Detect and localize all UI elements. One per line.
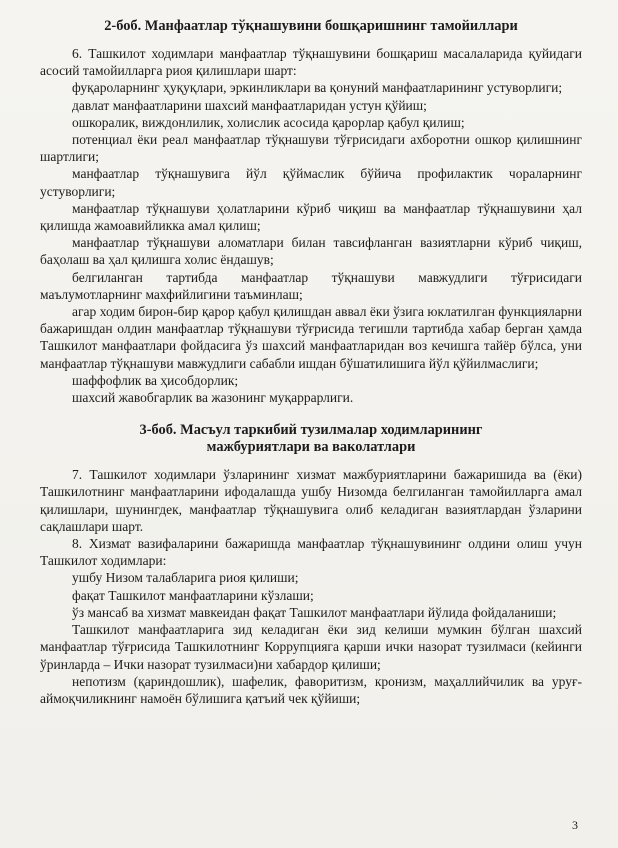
paragraph: ўз мансаб ва хизмат мавкеидан фақат Ташкилот манфаатлари йўлида фойдаланиши; [72, 604, 557, 620]
paragraph: 8. Хизмат вазифаларини бажаришда манфаатлар тўқнашувининг олдини олиш учун Ташкилот ходимлари: [40, 536, 582, 569]
paragraph: 6. Ташкилот ходимлари манфаатлар тўқнашувини бошқариш масалаларида қуйидаги асосий тамойилларга риоя қилишлари шарт: [40, 46, 582, 79]
page-number: 3 [572, 818, 578, 832]
paragraph: манфаатлар тўқнашуви ҳолатларини кўриб чиқиш ва манфаатлар тўқнашувини ҳал қилишда жамоавийликка амал қилиш; [40, 200, 582, 234]
paragraph: шаффофлик ва ҳисобдорлик; [72, 372, 239, 388]
chapter-3-title-line-2: мажбуриятлари ва ваколатлари [206, 439, 416, 456]
paragraph: Ташкилот манфаатларига зид келадиган ёки зид келиши мумкин бўлган шахсий манфаатлар тўғрисида Ташкилотнинг Коррупцияга қарши ички назорат тузилмаси (кейинги ўринларда – Ички назорат тузилмаси)ни хабардор қилиши; [40, 622, 582, 672]
chapter-3-title [40, 422, 582, 456]
chapter-3-body [40, 466, 582, 707]
paragraph: шахсий жавобгарлик ва жазонинг муқаррарлиги. [72, 390, 354, 406]
paragraph: манфаатлар тўқнашувига йўл қўймаслик бўйича профилактик чораларнинг устуворлиги; [40, 166, 582, 199]
paragraph: потенциал ёки реал манфаатлар тўқнашуви тўғрисидаги ахборотни ошкор қилишнинг шартлиги; [40, 132, 582, 165]
paragraph: ушбу Низом талабларига риоя қилиши; [72, 570, 299, 586]
paragraph: непотизм (қариндошлик), шафелик, фаворитизм, кронизм, маҳаллийчилик ва уруғ-аймоқчиликнинг намоён бўлишига қатъий чек қўйиши; [40, 673, 582, 706]
paragraph: ошкоралик, виждонлилик, холислик асосида қарорлар қабул қилиш; [72, 114, 465, 130]
paragraph: манфаатлар тўқнашуви аломатлари билан тавсифланган вазиятларни кўриб чиқиш, баҳолаш ва ҳал қилишга холис ёндашув; [40, 235, 582, 268]
paragraph: фуқароларнинг ҳуқуқлари, эркинликлари ва қонуний манфаатларининг устуворлиги; [72, 80, 563, 96]
paragraph: 7. Ташкилот ходимлари ўзларининг хизмат мажбуриятларини бажаришида ва (ёки) Ташкилотнинг манфаатларини ифодалашда ушбу Низомда белгиланган тамойилларга амал қилишлари, шунингдек, манфаатлар тўқнашувига олиб келадиган вазиятлардан ўзларини сақлашлари шарт. [40, 467, 582, 534]
paragraph: давлат манфаатларини шахсий манфаатларидан устун қўйиш; [72, 97, 427, 113]
chapter-2-body [40, 45, 582, 406]
paragraph: фақат Ташкилот манфаатларини кўзлаши; [72, 587, 314, 603]
paragraph: агар ходим бирон-бир қарор қабул қилишдан аввал ёки ўзига юклатилган функцияларни бажаришдан олдин манфаатлар тўқнашуви тўғрисида тегишли тартибда хабар берган ҳамда Ташкилот манфаатлари фойдасига ўз шахсий манфаатларидан воз кечишга тайёр бўлса, уни манфаатлар тўқнашуви мавжудлиги сабабли ишдан бўшатилишига йўл қўйилмаслиги; [40, 304, 582, 371]
chapter-3-title-line-1: 3-боб. Масъул таркибий тузилмалар ходимларининг [139, 422, 483, 439]
chapter-2-title: 2-боб. Манфаатлар тўқнашувини бошқаришнинг тамойиллари [104, 18, 518, 34]
paragraph: белгиланган тартибда манфаатлар тўқнашуви мавжудлиги тўғрисидаги маълумотларнинг махфийлигини таъминлаш; [40, 269, 582, 302]
